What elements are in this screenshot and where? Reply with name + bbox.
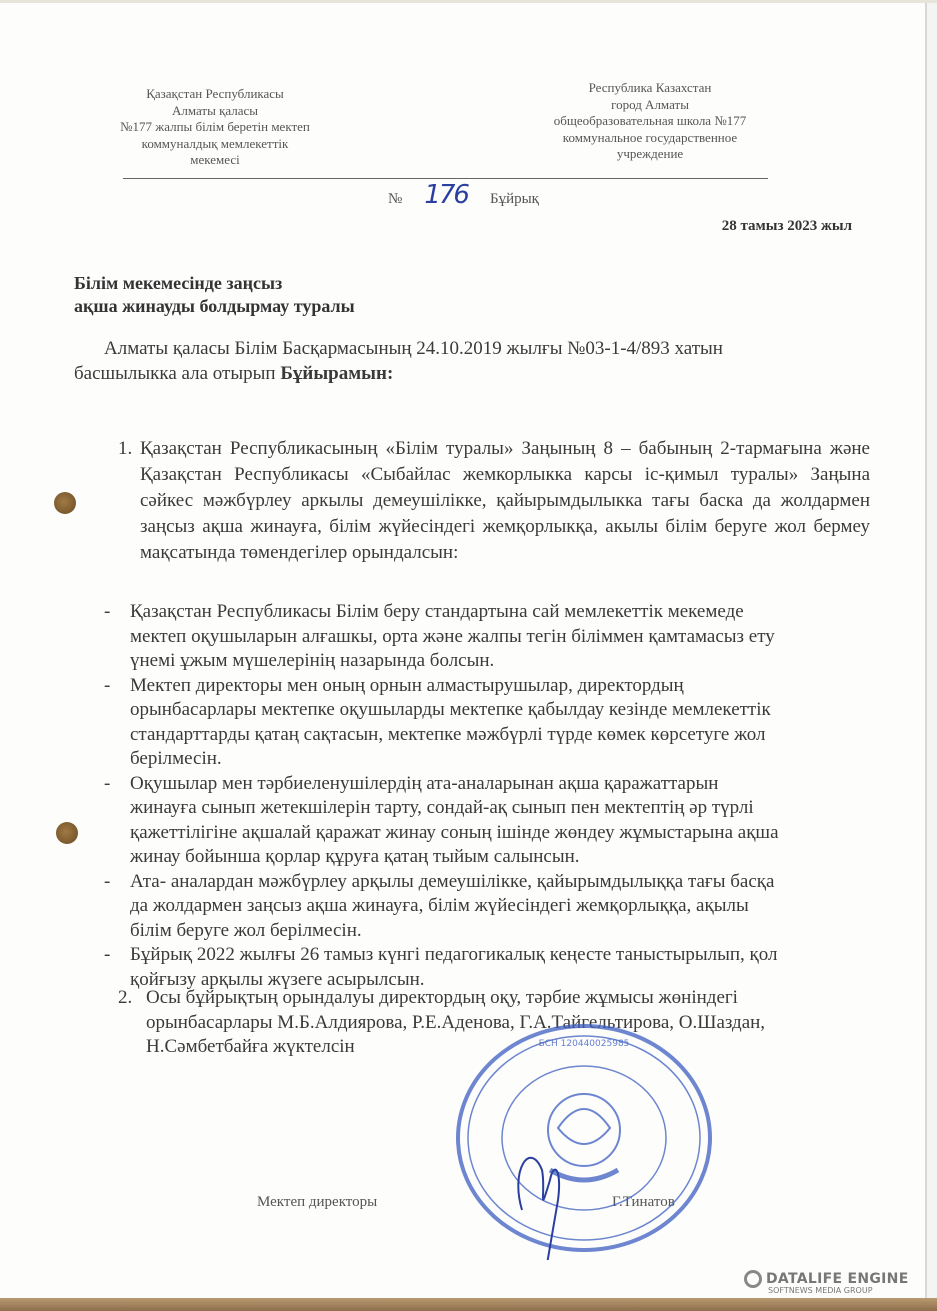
order-number (388, 180, 539, 210)
bullet-line: мектеп оқушыларын алғашкы, орта және жалпы тегін біліммен қамтамасыз ету (130, 625, 775, 647)
dash: - (104, 944, 111, 965)
bullet-line: білім беруге жол берілмесін. (130, 919, 362, 941)
bullet-line: берілмесін. (130, 748, 222, 769)
document-title (74, 272, 355, 318)
header-line: общеобразовательная школа №177 (553, 113, 747, 128)
bullet-line: стандарттарды қатаң сақтасын, мектепке мәжбүрлі түрде көмек көрсетуге жол (130, 723, 766, 745)
watermark-sub: SOFTNEWS MEDIA GROUP (768, 1285, 873, 1295)
bullet-line: қойғызу арқылы жүзеге асырылсын. (130, 968, 425, 990)
header-divider (123, 178, 768, 179)
dash: - (104, 601, 111, 622)
header-left (110, 86, 320, 169)
item-line: Осы бұйрықтың орындалуы директордың оқу, тәрбие жұмысы жөніндегі (146, 987, 738, 1008)
header-line: учреждение (616, 146, 684, 161)
bullet-item (104, 943, 874, 992)
header-line: мекемесі (190, 152, 240, 167)
intro-line: басшылыкка ала отырып (74, 363, 281, 384)
datalife-logo-icon (744, 1270, 762, 1288)
dash: - (104, 870, 111, 892)
title-line: ақша жинауды болдырмау туралы (74, 296, 355, 316)
header-line: Республика Казахстан (588, 80, 712, 95)
item-number: 2. (118, 987, 133, 1008)
bullet-line: қажеттілігіне ақшалай қаражат жинау соның ішінде жөндеу жұмыстарына ақша (130, 821, 779, 843)
intro-emphasis: Бұйырамын: (280, 363, 394, 384)
bullet-line: Қазақстан Республикасы Білім беру стандартына сай мемлекеттік мекемеде (130, 601, 744, 622)
signatory-role: Мектеп директоры (257, 1194, 378, 1210)
punch-hole (54, 492, 76, 514)
signatory-name: Г.Тинатов (612, 1194, 675, 1210)
title-line: Білім мекемесінде заңсыз (74, 273, 283, 293)
order-label: Бұйрық (489, 191, 539, 207)
bullet-line: орынбасарлары мектепке оқушыларды мектепке қабылдау кезінде мемлекеттік (130, 699, 771, 720)
item-line: Н.Сәмбетбайға жүктелсін (146, 1036, 355, 1057)
bullet-item (104, 600, 874, 674)
handwritten-number: 176 (424, 180, 468, 210)
header-right (520, 80, 780, 163)
number-sign: № (388, 191, 403, 207)
item-1 (118, 436, 870, 566)
bullet-line: Бұйрық 2022 жылғы 26 тамыз күнгі педагогикалық кеңесте таныстырылып, қол (130, 944, 778, 965)
table-surface (0, 1298, 937, 1311)
header-line: Алматы қаласы (171, 102, 259, 118)
dash: - (104, 674, 111, 696)
bullet-line: жинауға сынып жетекшілерін тарту, сондай-ақ сынып пен мектептің әр түрлі (130, 797, 754, 818)
header-line: город Алматы (611, 96, 689, 112)
bullet-line: да жолдармен заңсыз ақша жинауға, білім жүйесіндегі жемқорлыққа, ақылы (130, 895, 749, 916)
bullet-line: Мектеп директоры мен оның орнын алмастырушылар, директордың (130, 674, 684, 696)
item-text: Қазақстан Республикасының «Білім туралы» Заңының 8 – бабының 2-тармағына және Қазақстан Республикасы «Сыбайлас жемкорлыкка карсы іс-қимыл туралы» Заңына сәйкес мәжбүрлеу аркылы демеушілікке, қайырымдылыкка тағы баска да жолдармен заңсыз ақша жинауға, білім жүйесіндегі жемқорлыкқа, акылы білім беруге жол бермеу мақсатында төмендегілер орындалсын: (140, 438, 870, 563)
header-line: Қазақстан Республикасы (146, 86, 284, 101)
top-edge (0, 0, 937, 3)
bullet-item (104, 674, 874, 772)
header-line: №177 жалпы білім беретін мектеп (120, 119, 310, 134)
bullet-line: үнемі ұжым мүшелерінің назарында болсын. (130, 650, 495, 671)
watermark (744, 1268, 909, 1295)
official-stamp (450, 1020, 720, 1260)
order-date: 28 тамыз 2023 жыл (721, 218, 852, 234)
bullet-line: Оқушылар мен тәрбиеленушілердің ата-аналарынан ақша қаражаттарын (130, 772, 719, 794)
watermark-brand: DATALIFE ENGINE (766, 1271, 909, 1287)
item-line: орынбасарлары М.Б.Алдиярова, Р.Е.Аденова, Г.А.Тайгельтирова, О.Шаздан, (146, 1011, 766, 1033)
item-number: 1. (118, 438, 133, 459)
intro-paragraph (74, 336, 874, 386)
header-line: коммуналдық мемлекеттік (141, 135, 289, 151)
dash: - (104, 772, 111, 794)
bullet-list (104, 600, 874, 992)
bullet-line: жинау бойынша қорлар құруға қатаң тыйым салынсын. (130, 846, 580, 867)
intro-line: Алматы қаласы Білім Басқармасының 24.10.2019 жылғы №03-1-4/893 хатын (104, 338, 723, 359)
stamp-bin: БСН 120440025985 (538, 1039, 630, 1049)
bullet-item (104, 870, 874, 944)
bullet-item (104, 772, 874, 870)
header-line: коммунальное государственное (562, 129, 738, 145)
bullet-line: Ата- аналардан мәжбүрлеу арқылы демеушілікке, қайырымдылыққа тағы басқа (130, 870, 775, 892)
punch-hole (56, 822, 78, 844)
